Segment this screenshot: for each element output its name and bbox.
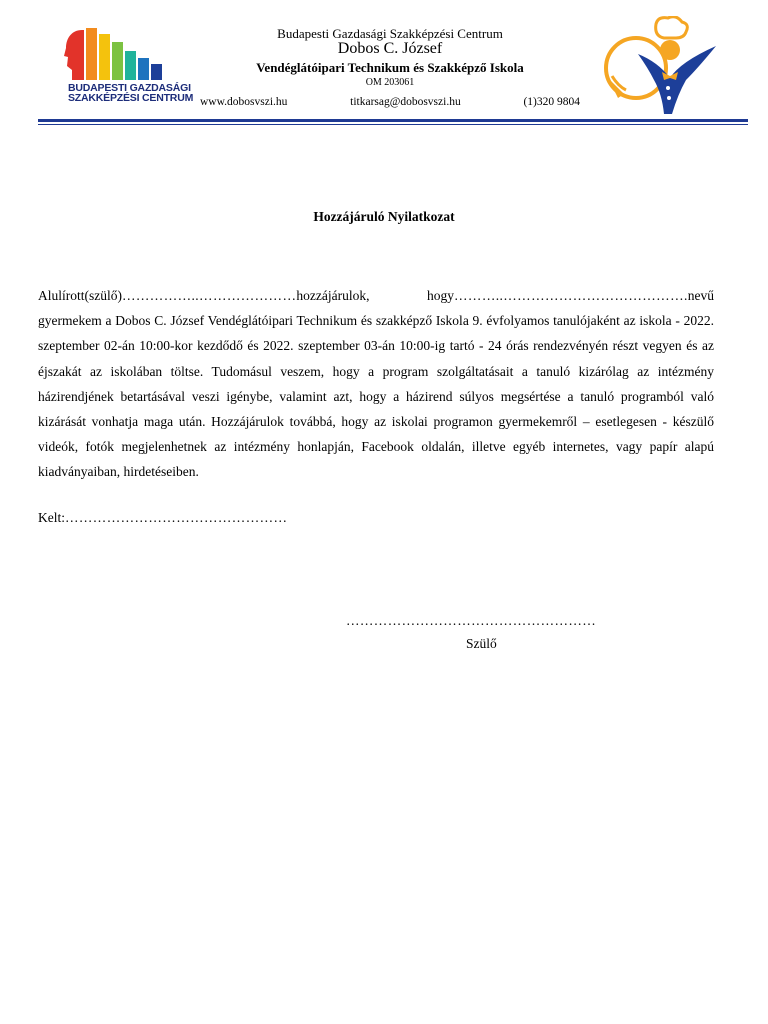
- phone-number: (1)320 9804: [523, 96, 580, 108]
- declaration-paragraph: [38, 283, 714, 485]
- child-name-blank[interactable]: ………..………………………………….: [454, 288, 688, 303]
- paragraph-start: Alulírott(szülő): [38, 288, 122, 303]
- website-link[interactable]: www.dobosvszi.hu: [200, 96, 288, 108]
- header-school-sub: Vendéglátóipari Technikum és Szakképző Iskola: [256, 60, 524, 75]
- logo-text-line2: SZAKKÉPZÉSI CENTRUM: [68, 92, 194, 104]
- parent-name-blank[interactable]: ……………..…………………: [122, 288, 297, 303]
- date-line: [38, 510, 287, 526]
- header-contacts: [200, 96, 580, 108]
- paragraph-rest: nevű gyermekem a Dobos C. József Vendéglátóipari Technikum és szakképző Iskola 9. évfolyamos tanulójaként az iskola - 2022. szeptember 02-án 10:00-kor kezdődő és 2022. szeptember 03-án 10:00-ig tartó - 24 órás rendezvényén részt vegyen és az éjszakát az iskolában töltse. Tudomásul veszem, hogy a program szolgáltatásait a tanuló kizárólag az intézmény házirendjének betartásával veszi igénybe, valamint azt, hogy a házirend súlyos megsértése a tanuló programból való kizárását vonhatja maga után. Hozzájárulok továbbá, hogy az iskolai programon gyermekemről – esetlegesen - készülő videók, fotók megjelenhetnek az intézmény honlapján, Facebook oldalán, illetve egyéb internetes, vagy papír alapú kiadványaiban, hirdetéseiben.: [38, 288, 714, 480]
- header-school-name: Dobos C. József: [337, 40, 443, 57]
- signature-label: Szülő: [466, 636, 497, 651]
- paragraph-mid: hozzájárulok, hogy: [296, 288, 455, 303]
- logo-text-line1: BUDAPESTI GAZDASÁGI: [68, 82, 191, 94]
- header-org: Budapesti Gazdasági Szakképzési Centrum: [277, 26, 503, 41]
- school-logo: [598, 16, 724, 116]
- date-blank[interactable]: …………………………………………: [65, 510, 288, 525]
- chef-logo-icon: [598, 16, 724, 116]
- email-link[interactable]: titkarsag@dobosvszi.hu: [350, 96, 461, 108]
- document-title: Hozzájáruló Nyilatkozat: [313, 209, 455, 224]
- bgszc-logo: [60, 24, 194, 114]
- date-label: Kelt:: [38, 510, 65, 525]
- signature-blank[interactable]: ………………………………………………: [346, 613, 597, 628]
- header-om: OM 203061: [365, 77, 415, 88]
- header-rule-thin: [38, 124, 748, 125]
- bgszc-logo-icon: [60, 24, 180, 86]
- header-rule-thick: [38, 119, 748, 122]
